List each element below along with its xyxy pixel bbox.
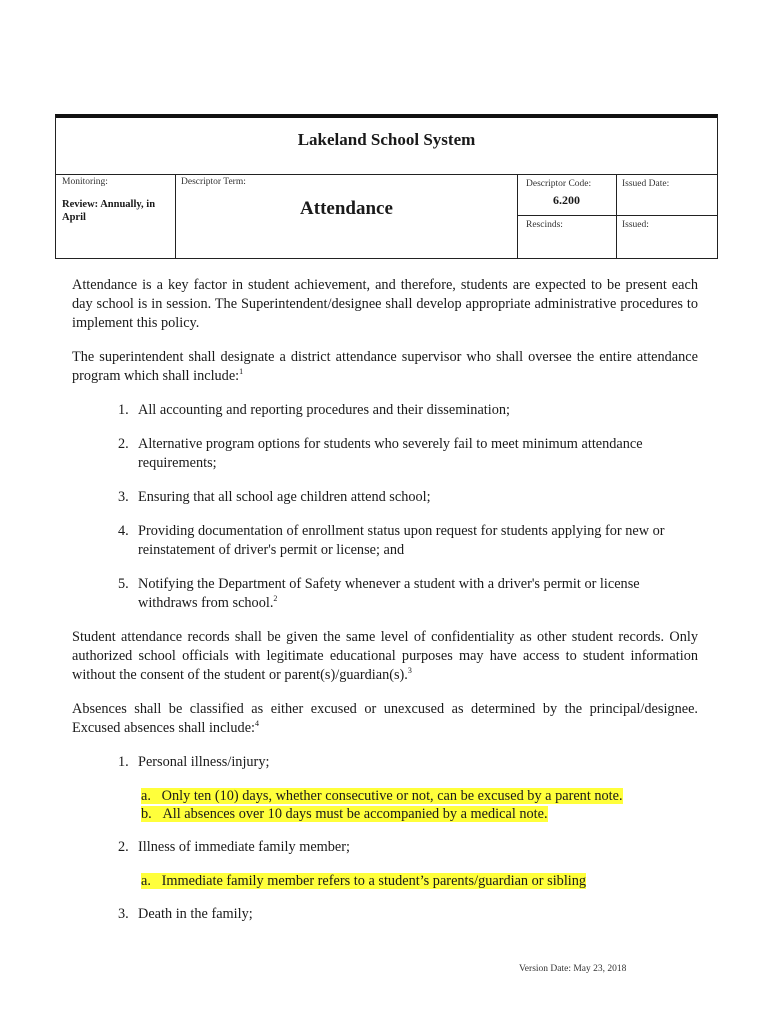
footnote-ref: 1 — [239, 367, 244, 376]
version-date: Version Date: May 23, 2018 — [519, 964, 627, 974]
descriptor-code-label: Descriptor Code: — [526, 179, 592, 189]
rescinds-label: Rescinds: — [526, 220, 563, 230]
monitoring-label: Monitoring: — [62, 177, 108, 187]
sub-list — [72, 872, 698, 890]
policy-body — [72, 276, 698, 939]
issued-date-label: Issued Date: — [622, 179, 670, 189]
divider — [56, 174, 717, 175]
highlighted-sub-item: a. Immediate family member refers to a student’s parents/guardian or sibling — [141, 873, 587, 889]
paragraph-confidentiality: Student attendance records shall be given the same level of confidentiality as other student records. Only authorized school officials with legitimate educational purposes may have access to student information without the consent of the student or parent(s)/guardian(s).$^3$ — [72, 629, 698, 683]
paragraph-intro: Attendance is a key factor in student achievement, and therefore, students are expected to be present each day school is in session. The Superintendent/designee shall develop appropriate administrative procedures to implement this policy. — [72, 277, 698, 331]
footnote-ref: 3 — [407, 666, 412, 675]
org-name: Lakeland School System — [297, 130, 476, 149]
review-text: Review: Annually, in April — [62, 199, 156, 223]
list-item: 2. Alternative program options for students who severely fail to meet minimum attendance requirements; — [118, 436, 643, 471]
highlighted-sub-item: a. Only ten (10) days, whether consecutive or not, can be excused by a parent note. — [141, 788, 623, 804]
list-item: 5. Notifying the Department of Safety whenever a student with a driver's permit or license withdraws from school.$^2$ — [118, 576, 640, 611]
paragraph-supervisor: The superintendent shall designate a district attendance supervisor who shall oversee the entire attendance program which shall include:$^1$ — [72, 349, 698, 384]
footnote-ref: 2 — [273, 594, 278, 603]
descriptor-code: 6.200 — [553, 193, 580, 207]
divider — [517, 215, 717, 216]
list-item: 3. Death in the family; — [118, 906, 253, 922]
descriptor-term: Attendance — [300, 198, 393, 219]
list-item: 1. All accounting and reporting procedures and their dissemination; — [118, 402, 511, 418]
footnote-ref: 4 — [255, 719, 260, 728]
list-item: 1. Personal illness/injury; — [118, 754, 270, 770]
divider — [616, 215, 617, 258]
descriptor-term-label: Descriptor Term: — [181, 177, 246, 187]
highlighted-sub-item: b. All absences over 10 days must be accompanied by a medical note. — [141, 806, 548, 822]
issued-label: Issued: — [622, 220, 649, 230]
sub-list — [72, 787, 698, 823]
paragraph-absences: Absences shall be classified as either excused or unexcused as determined by the principal/designee. Excused absences shall include:$^4$ — [72, 701, 698, 736]
divider — [517, 174, 518, 258]
list-item: 4. Providing documentation of enrollment status upon request for students applying for new or reinstatement of driver's permit or license; and — [118, 523, 665, 558]
list-item: 2. Illness of immediate family member; — [118, 839, 351, 855]
list-item: 3. Ensuring that all school age children attend school; — [118, 489, 431, 505]
policy-header-table — [55, 114, 718, 259]
divider — [616, 174, 617, 215]
